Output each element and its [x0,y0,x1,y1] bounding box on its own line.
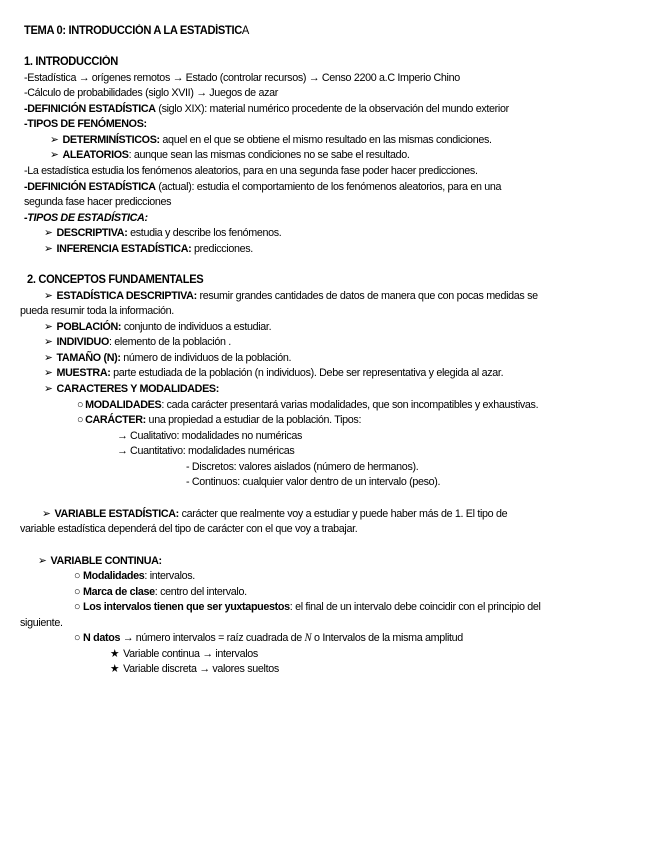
item-term: Los intervalos tienen que ser yuxtapuestos [83,601,290,613]
item-text: : cada carácter presentará varias modalidades, que son incompatibles y exhaustivas. [161,399,539,411]
item-text: : elemento de la población . [108,336,231,348]
cuantitativo-continuos: - Continuos: cualquier valor dentro de un intervalo (peso). [186,476,441,488]
continua-yuxtapuestos [74,600,541,614]
item-text: estudia y describe los fenómenos. [127,227,282,239]
intro-line-1: -Estadística → orígenes remotos → Estado (controlar recursos) → Censo 2200 a.C Imperio Chino [24,72,460,84]
definition-xix [24,102,509,116]
title-text: TEMA 0: INTRODUCCIÓN A LA ESTADÍSTIC [24,24,242,37]
arrow-bullet-icon: ➢ [44,336,53,348]
title-tail: A [241,24,250,37]
variable-estadistica-cont: variable estadística dependerá del tipo de carácter con el que voy a trabajar. [20,523,358,535]
item-term: N datos [83,632,121,644]
circle-bullet-icon: ○ [74,632,81,644]
item-term: Marca de clase [83,586,155,598]
item-text: parte estudiada de la población (n individuos). Debe ser representativa y elegida al azar. [110,367,504,379]
item-term: TAMAÑO (N): [56,352,121,364]
item-term: Modalidades [83,570,145,582]
list-item-muestra [44,366,503,380]
continua-n-datos [74,631,463,645]
continua-modalidades [74,569,195,583]
item-text: : intervalos. [144,570,195,582]
arrow-bullet-icon: ➢ [38,555,47,567]
estadistica-descriptiva-cont: pueda resumir toda la información. [20,305,174,317]
section-2-heading: 2. CONCEPTOS FUNDAMENTALES [27,273,204,286]
arrow-bullet-icon: ➢ [44,321,53,333]
item-text: aquel en el que se obtiene el mismo resultado en las mismas condiciones. [159,134,492,146]
continua-yuxtapuestos-cont: siguiente. [20,617,63,629]
item-term: VARIABLE ESTADÍSTICA: [54,508,179,520]
definition-actual [24,180,501,194]
circle-bullet-icon: ○ [74,570,81,582]
circle-bullet-icon: ○ [74,601,81,613]
item-text: Variable continua → intervalos [123,648,258,660]
sub-item-modalidades [77,398,538,412]
item-term: VARIABLE CONTINUA: [50,555,162,567]
list-item-caracteres [44,382,219,396]
star-item-continua [110,647,258,661]
item-term: INFERENCIA ESTADÍSTICA: [56,243,192,255]
item-text: conjunto de individuos a estudiar. [121,321,272,333]
section-1-heading: 1. INTRODUCCIÓN [24,55,118,68]
item-text: carácter que realmente voy a estudiar y puede haber más de 1. El tipo de [178,508,508,520]
item-text: Variable discreta → valores sueltos [123,663,279,675]
item-term: DETERMINÍSTICOS: [62,134,160,146]
list-item-deterministicos [50,133,492,147]
item-text: predicciones. [191,243,253,255]
list-item-inferencia [44,242,253,256]
star-bullet-icon: ★ [110,663,120,675]
document-title [24,24,249,38]
item-term: ALEATORIOS [62,149,129,161]
item-text: → número intervalos = raíz cuadrada de [120,632,305,644]
item-term: CARACTERES Y MODALIDADES: [56,383,219,395]
definition-text: (actual): estudia el comportamiento de los fenómenos aleatorios, para en una [155,181,502,193]
math-variable-n: N [304,632,312,644]
item-text: resumir grandes cantidades de datos de manera que con pocas medidas se [196,290,538,302]
arrow-bullet-icon: ➢ [44,290,53,302]
arrow-bullet-icon: ➢ [42,508,51,520]
item-text-b: o Intervalos de la misma amplitud [311,632,463,644]
definition-term: -DEFINICIÓN ESTADÍSTICA [24,181,156,193]
tipos-estadistica-heading: -TIPOS DE ESTADÍSTICA: [24,212,148,224]
circle-bullet-icon: ○ [77,414,84,426]
tipo-cualitativo: → Cualitativo: modalidades no numéricas [117,430,303,442]
item-term: POBLACIÓN: [56,321,122,333]
sub-item-caracter [77,413,361,427]
intro-line-2: -Cálculo de probabilidades (siglo XVII) → Juegos de azar [24,87,279,99]
arrow-bullet-icon: ➢ [50,149,59,161]
list-item-tamano [44,351,291,365]
item-term: MUESTRA: [56,367,111,379]
list-item-variable-estadistica [42,507,507,521]
list-item-aleatorios [50,148,410,162]
item-text: : centro del intervalo. [154,586,247,598]
definition-text: (siglo XIX): material numérico procedente de la observación del mundo exterior [155,103,509,115]
item-text: una propiedad a estudiar de la población. Tipos: [145,414,362,426]
arrow-bullet-icon: ➢ [44,227,53,239]
arrow-bullet-icon: ➢ [44,352,53,364]
item-text: número de individuos de la población. [120,352,292,364]
tipos-fenomenos-heading: -TIPOS DE FENÓMENOS: [24,118,147,130]
list-item-poblacion [44,320,271,334]
continua-marca-clase [74,585,247,599]
circle-bullet-icon: ○ [77,399,84,411]
cuantitativo-discretos: - Discretos: valores aislados (número de hermanos). [186,461,419,473]
circle-bullet-icon: ○ [74,586,81,598]
estudia-line: -La estadística estudia los fenómenos aleatorios, para en una segunda fase poder hacer predicciones. [24,165,478,177]
item-term: INDIVIDUO [56,336,109,348]
arrow-bullet-icon: ➢ [50,134,59,146]
arrow-bullet-icon: ➢ [44,383,53,395]
item-text: : aunque sean las mismas condiciones no se sabe el resultado. [128,149,410,161]
list-item-estadistica-descriptiva [44,289,538,303]
list-item-descriptiva [44,226,281,240]
arrow-bullet-icon: ➢ [44,243,53,255]
list-item-variable-continua [38,554,162,568]
arrow-bullet-icon: ➢ [44,367,53,379]
star-bullet-icon: ★ [110,648,120,660]
item-term: ESTADÍSTICA DESCRIPTIVA: [56,290,197,302]
tipo-cuantitativo: → Cuantitativo: modalidades numéricas [117,445,295,457]
item-text: : el final de un intervalo debe coincidir con el principio del [289,601,541,613]
item-term: MODALIDADES [85,399,162,411]
item-term: DESCRIPTIVA: [56,227,128,239]
list-item-individuo [44,335,231,349]
item-term: CARÁCTER: [85,414,146,426]
definition-actual-cont: segunda fase hacer predicciones [24,196,172,208]
definition-term: -DEFINICIÓN ESTADÍSTICA [24,103,156,115]
star-item-discreta [110,662,279,676]
